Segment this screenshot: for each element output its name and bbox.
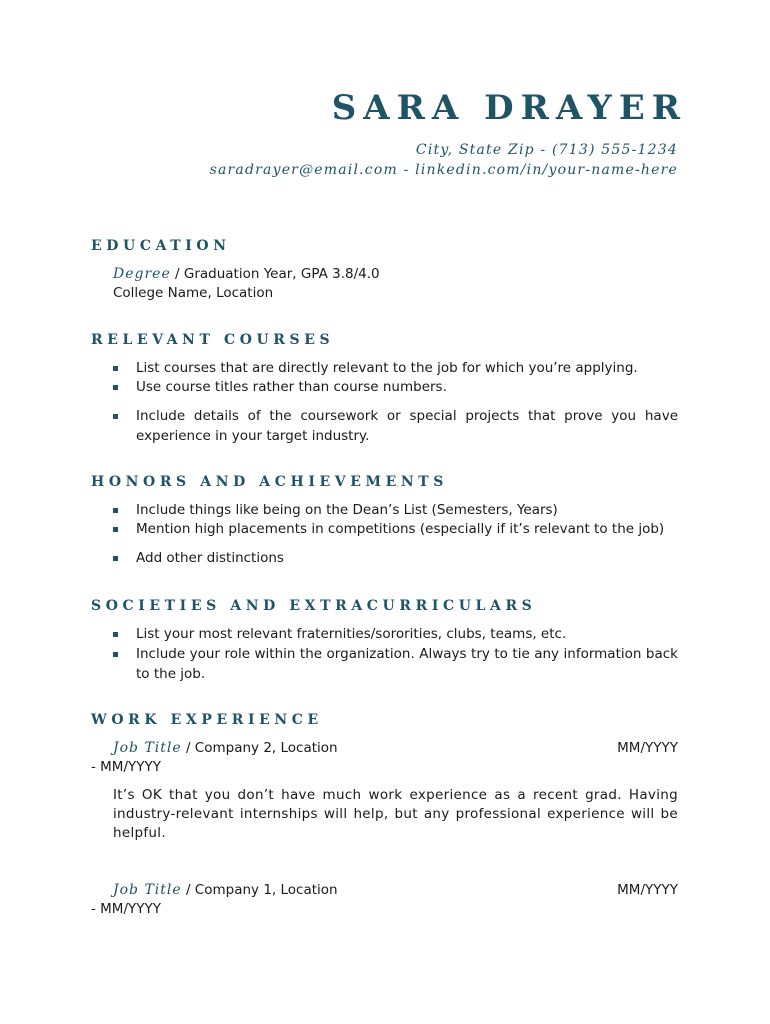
bullet-square-icon xyxy=(113,632,118,637)
job-company: / Company 1, Location xyxy=(181,882,338,898)
societies-heading: SOCIETIES AND EXTRACURRICULARS xyxy=(91,598,537,614)
honors-heading: HONORS AND ACHIEVEMENTS xyxy=(91,474,448,490)
resume-name: SARA DRAYER xyxy=(331,88,687,128)
job-date-start: MM/YYYY xyxy=(617,740,678,756)
job-title: Job Title xyxy=(113,882,182,898)
work-heading: WORK EXPERIENCE xyxy=(91,712,323,728)
courses-heading: RELEVANT COURSES xyxy=(91,332,335,348)
education-degree-line xyxy=(113,266,380,282)
job-company: / Company 2, Location xyxy=(181,740,338,756)
bullet-square-icon xyxy=(113,385,118,390)
list-item: Use course titles rather than course numbers. xyxy=(113,378,678,398)
job-date-start: MM/YYYY xyxy=(617,882,678,898)
list-item: Include things like being on the Dean’s List (Semesters, Years) xyxy=(113,501,678,521)
bullet-square-icon xyxy=(113,527,118,532)
list-item: Include your role within the organization. Always try to tie any information back to the job. xyxy=(113,645,678,684)
list-item: List courses that are directly relevant to the job for which you’re applying. xyxy=(113,359,678,379)
degree-detail: / Graduation Year, GPA 3.8/4.0 xyxy=(170,266,380,282)
job-description: It’s OK that you don’t have much work experience as a recent grad. Having industry-relevant internships will help, but any professional experience will be helpful. xyxy=(113,787,678,841)
job-date-end: - MM/YYYY xyxy=(91,759,161,775)
list-item: List your most relevant fraternities/sororities, clubs, teams, etc. xyxy=(113,625,678,645)
bullet-square-icon xyxy=(113,556,118,561)
bullet-square-icon xyxy=(113,366,118,371)
bullet-square-icon xyxy=(113,414,118,419)
contact-email-linkedin: saradrayer@email.com - linkedin.com/in/your-name-here xyxy=(209,162,678,178)
degree-label: Degree xyxy=(113,266,171,282)
job-title-line xyxy=(113,882,338,898)
education-heading: EDUCATION xyxy=(91,238,231,254)
list-item: Mention high placements in competitions (especially if it’s relevant to the job) xyxy=(113,520,678,540)
bullet-square-icon xyxy=(113,652,118,657)
college-name: College Name, Location xyxy=(113,285,274,301)
contact-location-phone: City, State Zip - (713) 555-1234 xyxy=(415,142,678,158)
bullet-square-icon xyxy=(113,508,118,513)
list-item: Add other distinctions xyxy=(113,549,678,569)
job-title-line xyxy=(113,740,338,756)
job-date-end: - MM/YYYY xyxy=(91,901,161,917)
job-title: Job Title xyxy=(113,740,182,756)
list-item: Include details of the coursework or special projects that prove you have experience in your target industry. xyxy=(113,407,678,446)
